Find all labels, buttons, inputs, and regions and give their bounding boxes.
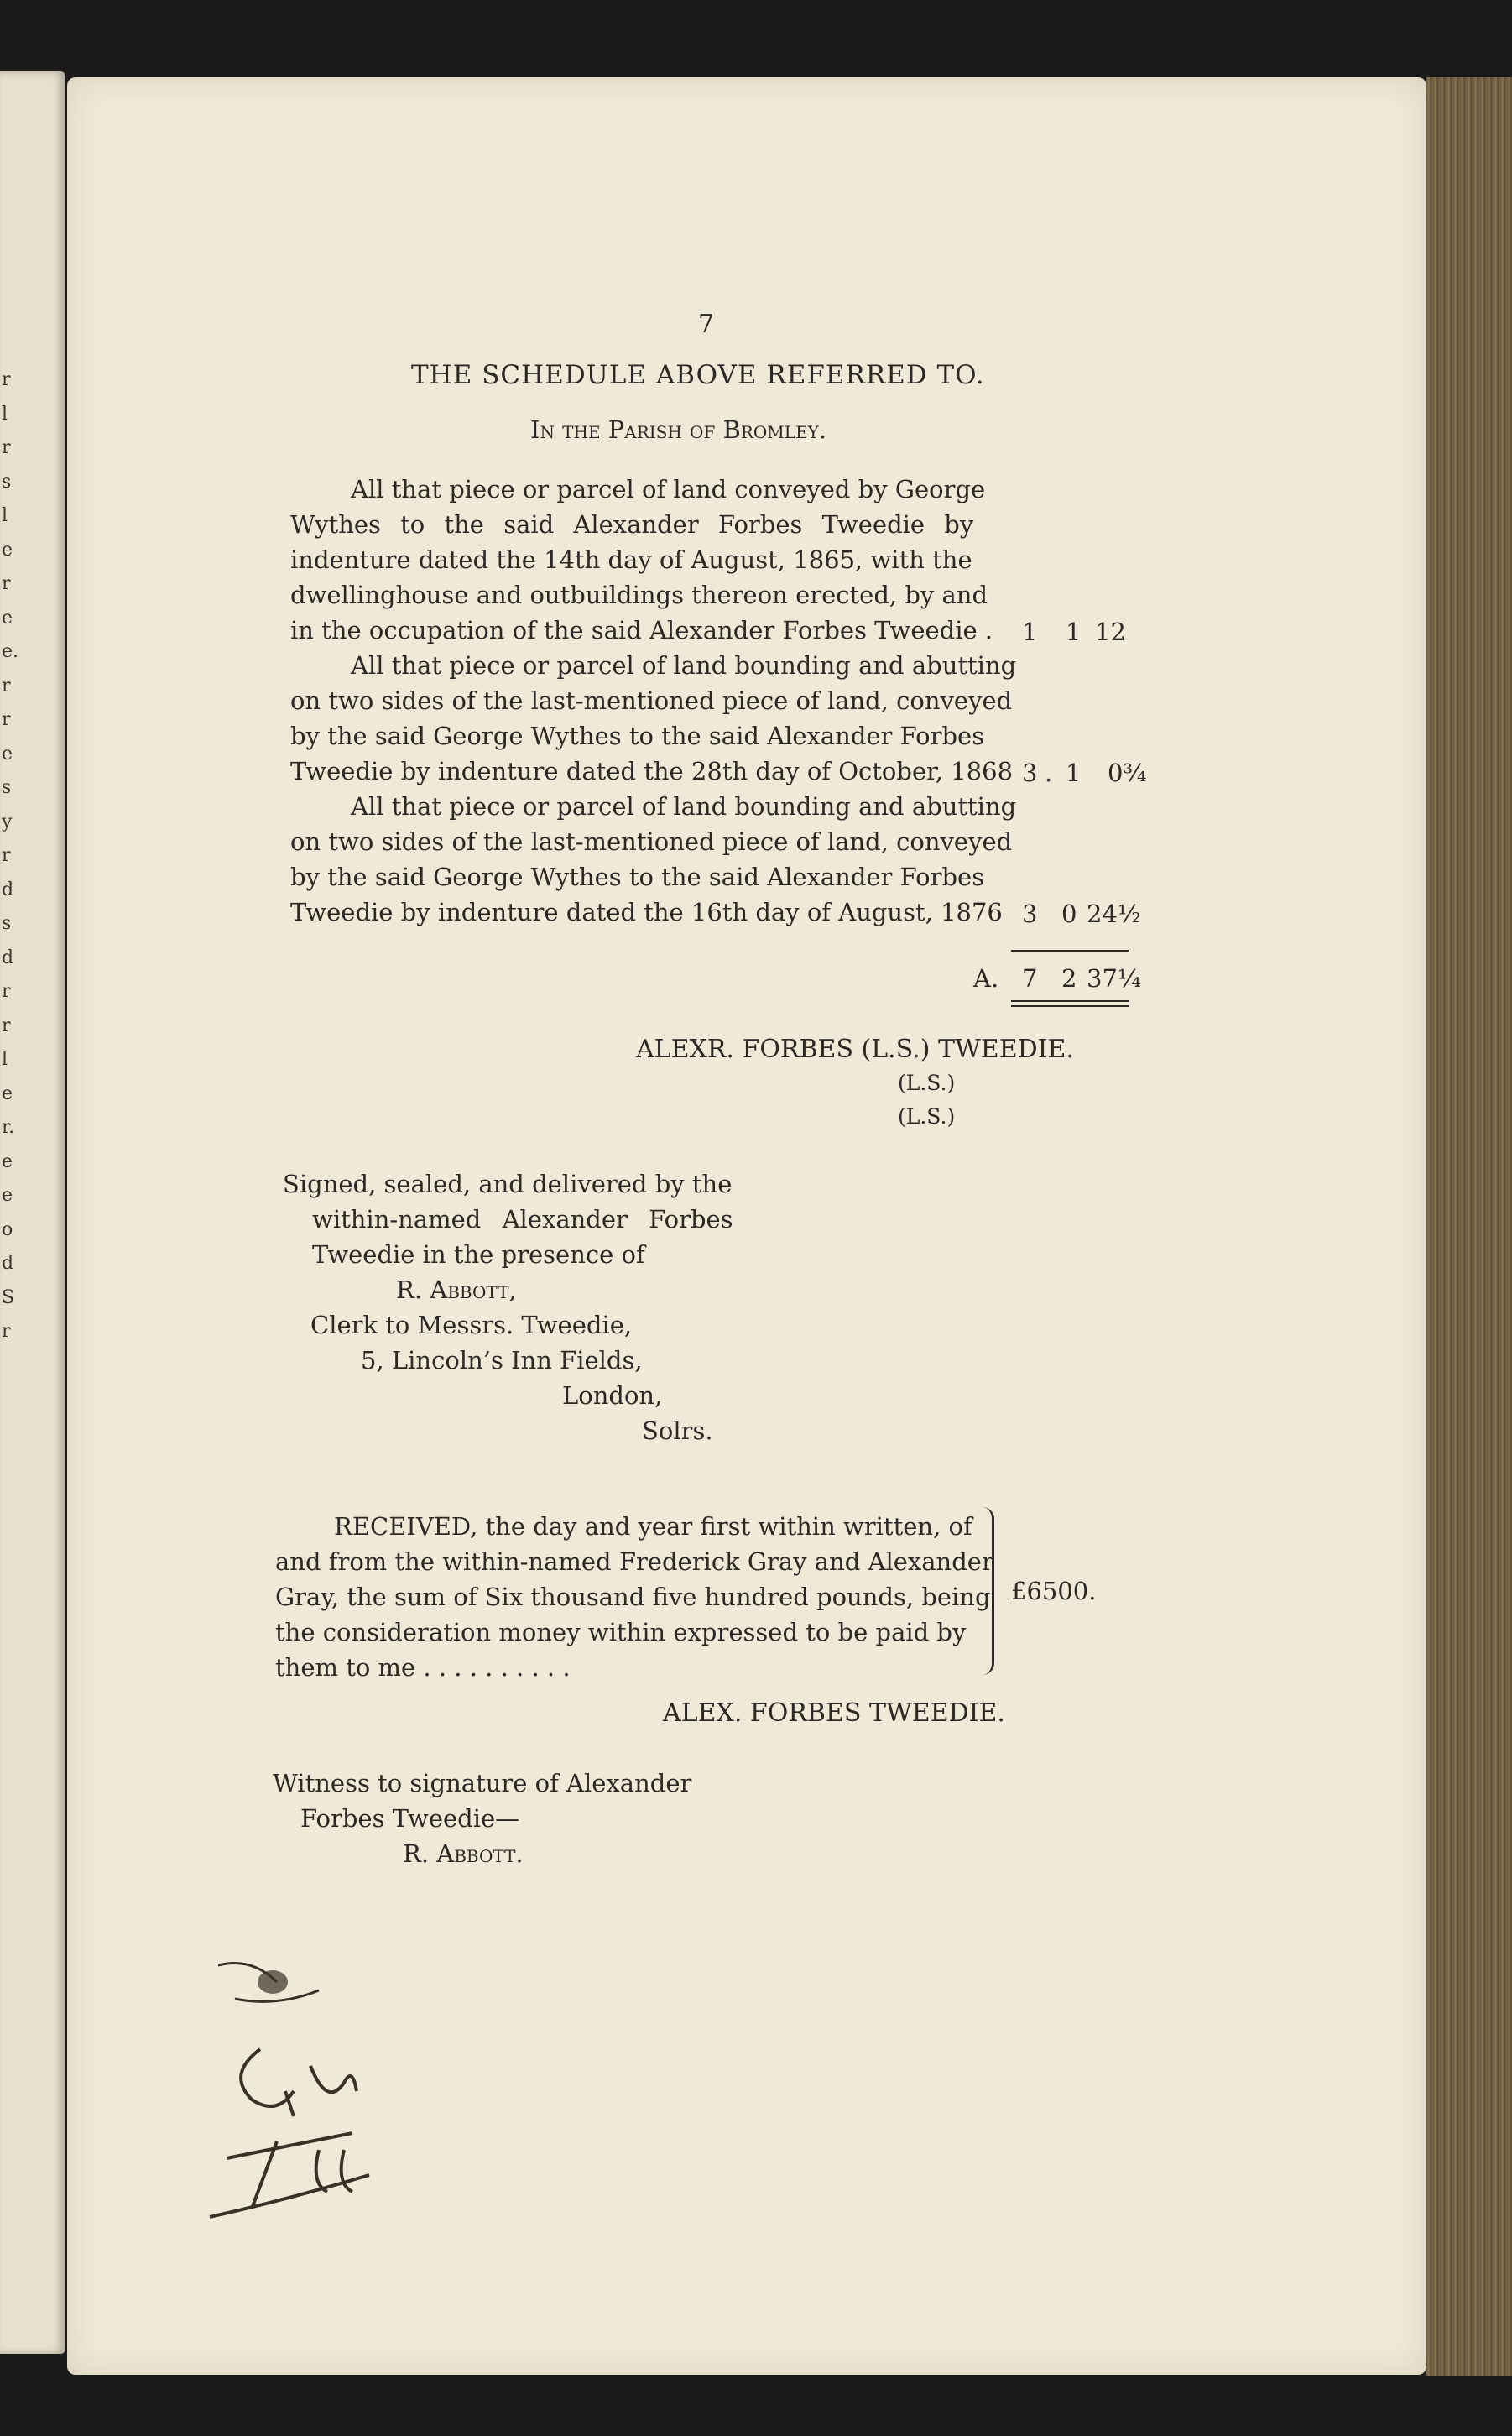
para1-roods: 1 xyxy=(1066,618,1082,646)
left-margin-letter: e xyxy=(2,607,13,629)
para2-line-3: Tweedie by indenture dated the 28th day of October, 1868 xyxy=(290,757,1014,785)
witness2-line-1: Forbes Tweedie— xyxy=(300,1804,520,1833)
handwritten-initials xyxy=(201,1881,470,2234)
witness-line-1: within-named Alexander Forbes xyxy=(312,1205,733,1234)
seal-3: (L.S.) xyxy=(898,1104,956,1129)
left-margin-letter: d xyxy=(2,1253,14,1274)
left-margin-letter: r xyxy=(2,573,11,594)
witness-line-6: London, xyxy=(562,1381,663,1410)
para1-line-4: in the occupation of the said Alexander Forbes Tweedie . xyxy=(290,616,993,644)
receipt-line-3: the consideration money within expressed to be paid by xyxy=(275,1618,967,1646)
left-margin-letter: e xyxy=(2,1082,13,1104)
total-acres: 7 xyxy=(1022,964,1038,993)
para3-line-2: by the said George Wythes to the said Alexander Forbes xyxy=(290,863,985,891)
total-double-rule-1 xyxy=(1011,1000,1129,1002)
witness2-line-0: Witness to signature of Alexander xyxy=(273,1769,692,1797)
para3-line-0: All that piece or parcel of land bounding and abutting xyxy=(351,792,1017,821)
witness2-line-2: R. Abbott. xyxy=(403,1839,524,1868)
left-margin-letter: s xyxy=(2,777,12,798)
left-margin-letter: l xyxy=(2,1049,8,1070)
total-label: A. xyxy=(973,964,999,993)
para2-perches: 0¾ xyxy=(1108,759,1147,787)
left-margin-letter: y xyxy=(2,811,13,832)
para2-dot: . xyxy=(1045,759,1053,787)
left-margin-letter: r xyxy=(2,981,11,1002)
witness-line-4: Clerk to Messrs. Tweedie, xyxy=(310,1311,633,1339)
left-margin-letter: r xyxy=(2,1015,11,1036)
left-margin-letter: r xyxy=(2,845,11,866)
para1-line-3: dwellinghouse and outbuildings thereon erected, by and xyxy=(290,581,988,609)
witness-line-3: R. Abbott, xyxy=(396,1275,517,1304)
witness-line-7: Solrs. xyxy=(642,1416,713,1445)
left-page-edge xyxy=(0,71,65,2354)
para1-line-0: All that piece or parcel of land conveyed by George xyxy=(351,475,986,503)
left-margin-letter: e xyxy=(2,1185,13,1206)
left-margin-letter: r xyxy=(2,709,11,730)
parish-heading: In the Parish of Bromley. xyxy=(530,415,827,444)
left-margin-letter: e xyxy=(2,539,13,561)
receipt-amount: £6500. xyxy=(1011,1577,1097,1605)
left-margin-letter: r xyxy=(2,675,11,696)
para2-acres: 3 xyxy=(1022,759,1038,787)
receipt-line-4: them to me . . . . . . . . . . xyxy=(275,1653,571,1682)
para1-acres: 1 xyxy=(1022,618,1038,646)
para2-line-1: on two sides of the last-mentioned piece of land, conveyed xyxy=(290,686,1013,715)
witness-line-0: Signed, sealed, and delivered by the xyxy=(283,1170,733,1198)
para3-acres: 3 xyxy=(1022,900,1038,928)
left-margin-letter: s xyxy=(2,913,12,934)
book-fore-edge xyxy=(1426,77,1512,2376)
left-margin-letter: r xyxy=(2,1321,11,1342)
left-margin-letter: r xyxy=(2,369,11,390)
total-double-rule-2 xyxy=(1011,1005,1129,1007)
para3-roods: 0 xyxy=(1061,900,1077,928)
left-margin-letter: e xyxy=(2,743,13,764)
receipt-brace xyxy=(982,1507,994,1675)
witness-line-2: Tweedie in the presence of xyxy=(312,1240,645,1269)
para1-line-2: indenture dated the 14th day of August, 1865, with the xyxy=(290,545,972,574)
left-margin-letter: e xyxy=(2,1150,13,1172)
receipt-line-2: Gray, the sum of Six thousand five hundred pounds, being xyxy=(275,1583,991,1611)
seal-2: (L.S.) xyxy=(898,1071,956,1095)
total-perches: 37¼ xyxy=(1087,964,1142,993)
para3-line-3: Tweedie by indenture dated the 16th day of August, 1876 xyxy=(290,898,1003,926)
left-margin-letter: o xyxy=(2,1218,13,1240)
left-margin-letter: l xyxy=(2,403,8,425)
receipt-line-1: and from the within-named Frederick Gray and Alexander xyxy=(275,1547,993,1576)
para3-perches: 24½ xyxy=(1087,900,1142,928)
sum-rule xyxy=(1011,950,1129,952)
left-margin-letter: r. xyxy=(2,1117,15,1138)
receipt-line-0: RECEIVED, the day and year first within written, of xyxy=(334,1512,972,1541)
left-margin-letter: s xyxy=(2,471,12,493)
total-roods: 2 xyxy=(1061,964,1077,993)
para1-perches: 12 xyxy=(1095,618,1126,646)
receipt-signature: ALEX. FORBES TWEEDIE. xyxy=(663,1698,1005,1728)
left-margin-letter: d xyxy=(2,879,14,900)
left-margin-letter: S xyxy=(2,1286,15,1308)
para2-line-2: by the said George Wythes to the said Alexander Forbes xyxy=(290,722,985,750)
witness-line-5: 5, Lincoln’s Inn Fields, xyxy=(361,1346,643,1374)
para2-line-0: All that piece or parcel of land bounding and abutting xyxy=(351,651,1017,680)
document-page xyxy=(67,77,1426,2375)
signature-line: ALEXR. FORBES (L.S.) TWEEDIE. xyxy=(636,1035,1074,1064)
left-margin-letter: r xyxy=(2,437,11,458)
para3-line-1: on two sides of the last-mentioned piece of land, conveyed xyxy=(290,827,1013,856)
para2-roods: 1 xyxy=(1066,759,1082,787)
left-margin-letter: d xyxy=(2,947,14,968)
para1-line-1: Wythes to the said Alexander Forbes Tweedie by xyxy=(290,510,974,539)
left-margin-letter: e. xyxy=(2,641,19,662)
page-heading: THE SCHEDULE ABOVE REFERRED TO. xyxy=(411,360,985,390)
left-margin-letter: l xyxy=(2,505,8,526)
page-number: 7 xyxy=(698,310,715,339)
